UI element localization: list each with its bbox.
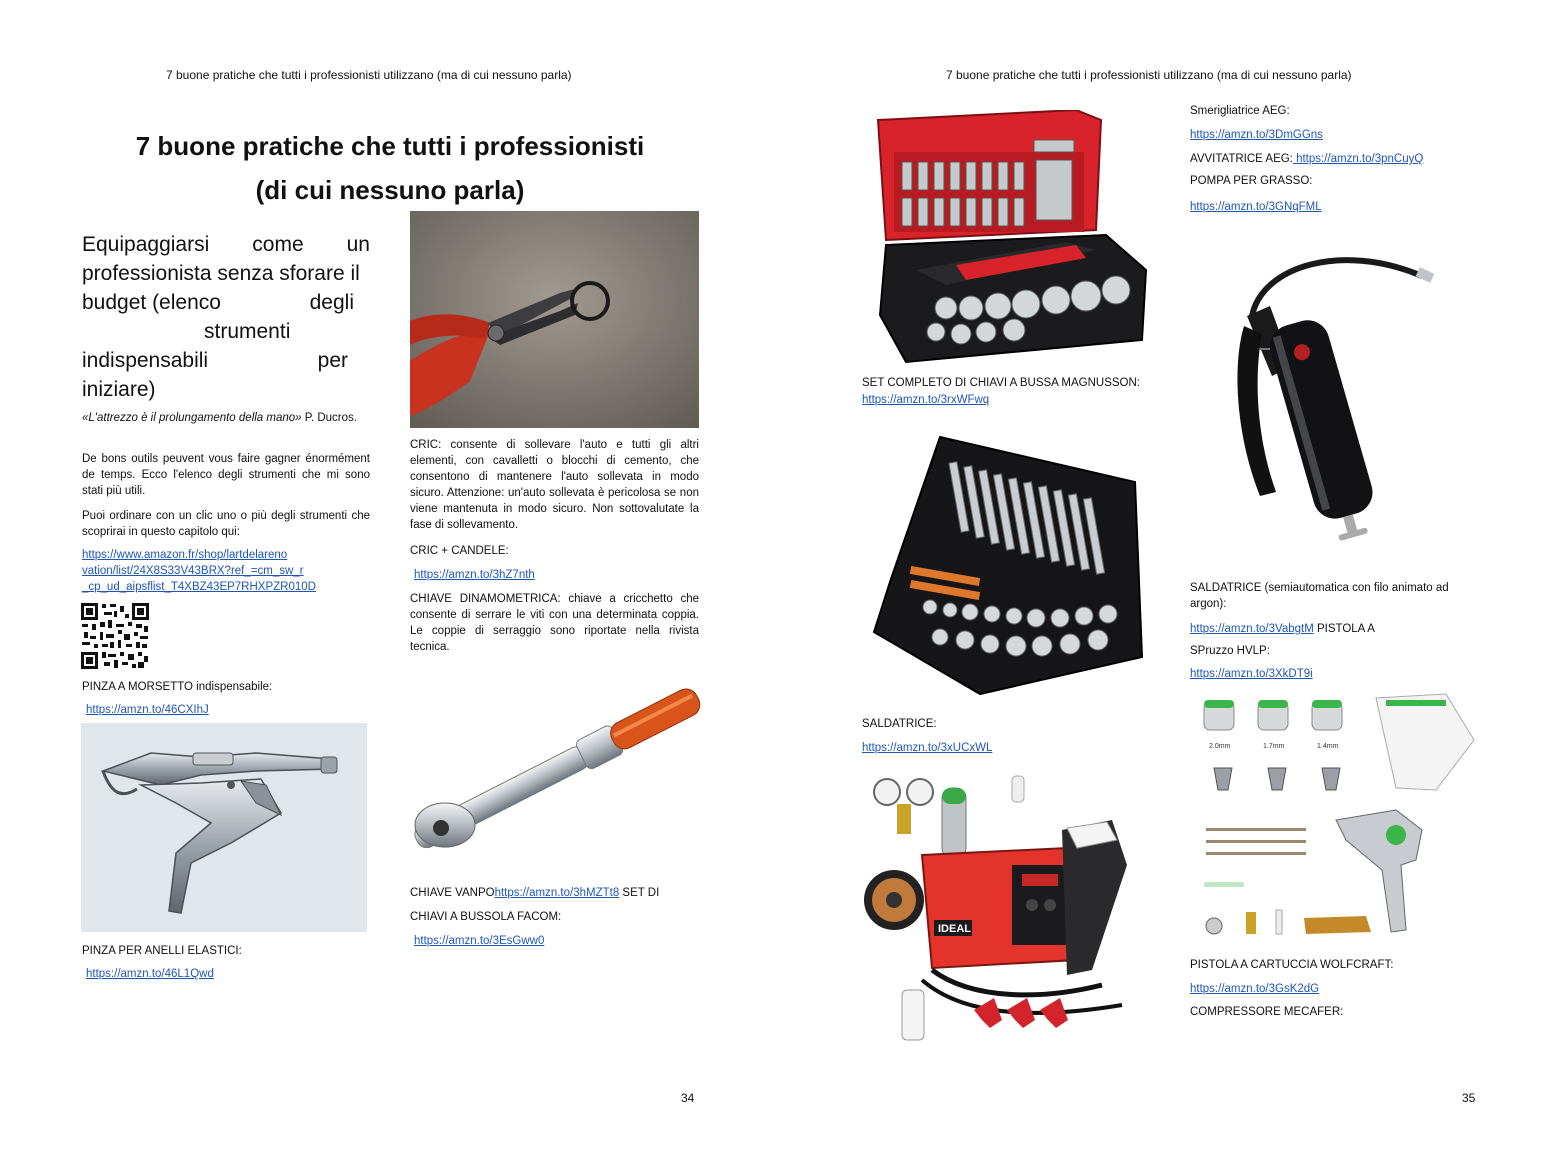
amazon-list-link-line[interactable]: https://www.amazon.fr/shop/lartdelareno bbox=[82, 549, 288, 561]
saldatrice-link[interactable]: https://amzn.to/3xUCxWL bbox=[862, 742, 993, 754]
pompa-link[interactable]: https://amzn.to/3GNqFML bbox=[1190, 201, 1322, 213]
cric-candele-link[interactable]: https://amzn.to/3hZ7nth bbox=[414, 569, 535, 581]
chiave-vanpo-line bbox=[410, 885, 659, 901]
amazon-list-link-line[interactable]: vation/list/24X8S33V43BRX?ref_=cm_sw_r bbox=[82, 565, 304, 577]
smerigliatrice-label: Smerigliatrice AEG: bbox=[1190, 105, 1290, 117]
cartuccia-label: PISTOLA A CARTUCCIA WOLFCRAFT: bbox=[1190, 959, 1394, 971]
saldatrice-label: SALDATRICE: bbox=[862, 718, 937, 730]
subtitle-word: budget (elenco bbox=[82, 291, 221, 314]
right-page-header: 7 buone pratiche che tutti i professionisti utilizzano (ma di cui nessuno parla) bbox=[946, 68, 1352, 82]
left-page-header: 7 buone pratiche che tutti i professionisti utilizzano (ma di cui nessuno parla) bbox=[166, 68, 572, 82]
welder-brand-label: IDEAL bbox=[938, 923, 971, 935]
pinza-morsetto-label: PINZA A MORSETTO indispensabile: bbox=[82, 681, 273, 693]
smerigliatrice-link[interactable]: https://amzn.to/3DmGGns bbox=[1190, 129, 1323, 141]
chiave-vanpo-link[interactable]: https://amzn.to/3hMZTt8 bbox=[494, 887, 620, 899]
compressore-label: COMPRESSORE MECAFER: bbox=[1190, 1006, 1344, 1018]
circlip-pliers-image bbox=[410, 211, 699, 428]
quote-text: «L'attrezzo è il prolungamento della mano» bbox=[82, 412, 302, 424]
pompa-label: POMPA PER GRASSO: bbox=[1190, 175, 1313, 187]
saldatrice-argon-line bbox=[1190, 621, 1375, 637]
cartuccia-link[interactable]: https://amzn.to/3GsK2dG bbox=[1190, 983, 1320, 995]
welder-image bbox=[862, 770, 1148, 1048]
pinza-anelli-label: PINZA PER ANELLI ELASTICI: bbox=[82, 945, 242, 957]
subtitle-word: degli bbox=[309, 291, 354, 314]
qr-code[interactable] bbox=[80, 602, 150, 670]
right-page-number: 35 bbox=[1462, 1091, 1476, 1105]
hvlp-spray-gun-image bbox=[1196, 690, 1480, 946]
amazon-list-link-line[interactable]: _cp_ud_aipsflist_T4XBZ43EP7RHXPZR010D bbox=[82, 581, 316, 593]
chapter-title bbox=[80, 124, 700, 212]
quote bbox=[82, 410, 370, 426]
subtitle-word: strumenti bbox=[204, 320, 291, 343]
avvitatrice-link[interactable]: https://amzn.to/3pnCuyQ bbox=[1292, 153, 1424, 165]
avvitatrice-line bbox=[1190, 151, 1423, 167]
spruzzo-label: SPruzzo HVLP: bbox=[1190, 645, 1270, 657]
subtitle-word: iniziare) bbox=[82, 378, 156, 401]
subtitle-word: per bbox=[317, 349, 348, 372]
quote-author: P. Ducros. bbox=[301, 412, 357, 424]
torque-wrench-image bbox=[405, 660, 701, 875]
magnusson-link[interactable]: https://amzn.to/3rxWFwq bbox=[862, 394, 990, 406]
avvitatrice-label: AVVITATRICE AEG: bbox=[1190, 153, 1293, 165]
spruzzo-link[interactable]: https://amzn.to/3XkDT9i bbox=[1190, 668, 1313, 680]
chiave-vanpo-label: CHIAVE VANPO bbox=[410, 887, 495, 899]
nozzle-size-label: 1.4mm bbox=[1317, 743, 1339, 750]
locking-pliers-image bbox=[81, 723, 367, 932]
chiave-vanpo-after: SET DI bbox=[619, 887, 660, 899]
chiave-dinamometrica-description: CHIAVE DINAMOMETRICA: chiave a cricchetto che consente di serrare le viti con una determinata coppia. Le coppie di serraggio sono riportate nella rivista tecnica. bbox=[410, 593, 699, 653]
saldatrice-argon-label: SALDATRICE (semiautomatica con filo animato ad argon): bbox=[1190, 582, 1449, 610]
pinza-morsetto-link[interactable]: https://amzn.to/46CXIhJ bbox=[86, 704, 209, 716]
chapter-subtitle bbox=[82, 230, 370, 404]
pistola-a-label: PISTOLA A bbox=[1313, 623, 1375, 635]
subtitle-word: Equipaggiarsi bbox=[82, 233, 210, 256]
facom-link[interactable]: https://amzn.to/3EsGww0 bbox=[414, 935, 545, 947]
facom-label: CHIAVI A BUSSOLA FACOM: bbox=[410, 911, 562, 923]
subtitle-word: professionista senza sforare il bbox=[82, 262, 360, 285]
chapter-title-line-2: (di cui nessuno parla) bbox=[255, 175, 525, 205]
intro-paragraph: De bons outils peuvent vous faire gagner énormément de temps. Ecco l'elenco degli strumenti che mi sono stati più utili. bbox=[82, 453, 370, 497]
magnusson-socket-set-image bbox=[866, 110, 1150, 366]
left-page-number: 34 bbox=[681, 1091, 695, 1105]
amazon-list-link[interactable] bbox=[82, 547, 382, 595]
subtitle-word: come bbox=[252, 233, 304, 256]
cric-description: CRIC: consente di sollevare l'auto e tutti gli altri elementi, con cavalletti o blocchi di cemento, che consentono di mantenere l'auto sollevata in modo sicuro. Attenzione: un'auto sollevata è pericolosa se non viene mantenuta in modo sicuro. Non sottovalutate la fase di sollevamento. bbox=[410, 439, 699, 531]
socket-set-case-image bbox=[870, 432, 1146, 698]
magnusson-label: SET COMPLETO DI CHIAVI A BUSSA MAGNUSSON: bbox=[862, 377, 1140, 389]
saldatrice-argon-link[interactable]: https://amzn.to/3VabgtM bbox=[1190, 623, 1314, 635]
subtitle-word: indispensabili bbox=[82, 349, 209, 372]
subtitle-word: un bbox=[346, 233, 370, 256]
cric-candele-label: CRIC + CANDELE: bbox=[410, 545, 509, 557]
grease-gun-image bbox=[1222, 246, 1440, 554]
nozzle-size-label: 2.0mm bbox=[1209, 743, 1231, 750]
chapter-title-line-1: 7 buone pratiche che tutti i professionisti bbox=[135, 131, 645, 161]
pinza-anelli-link[interactable]: https://amzn.to/46L1Qwd bbox=[86, 968, 214, 980]
order-paragraph: Puoi ordinare con un clic uno o più degli strumenti che scoprirai in questo capitolo qui: bbox=[82, 510, 370, 538]
nozzle-size-label: 1.7mm bbox=[1263, 743, 1285, 750]
